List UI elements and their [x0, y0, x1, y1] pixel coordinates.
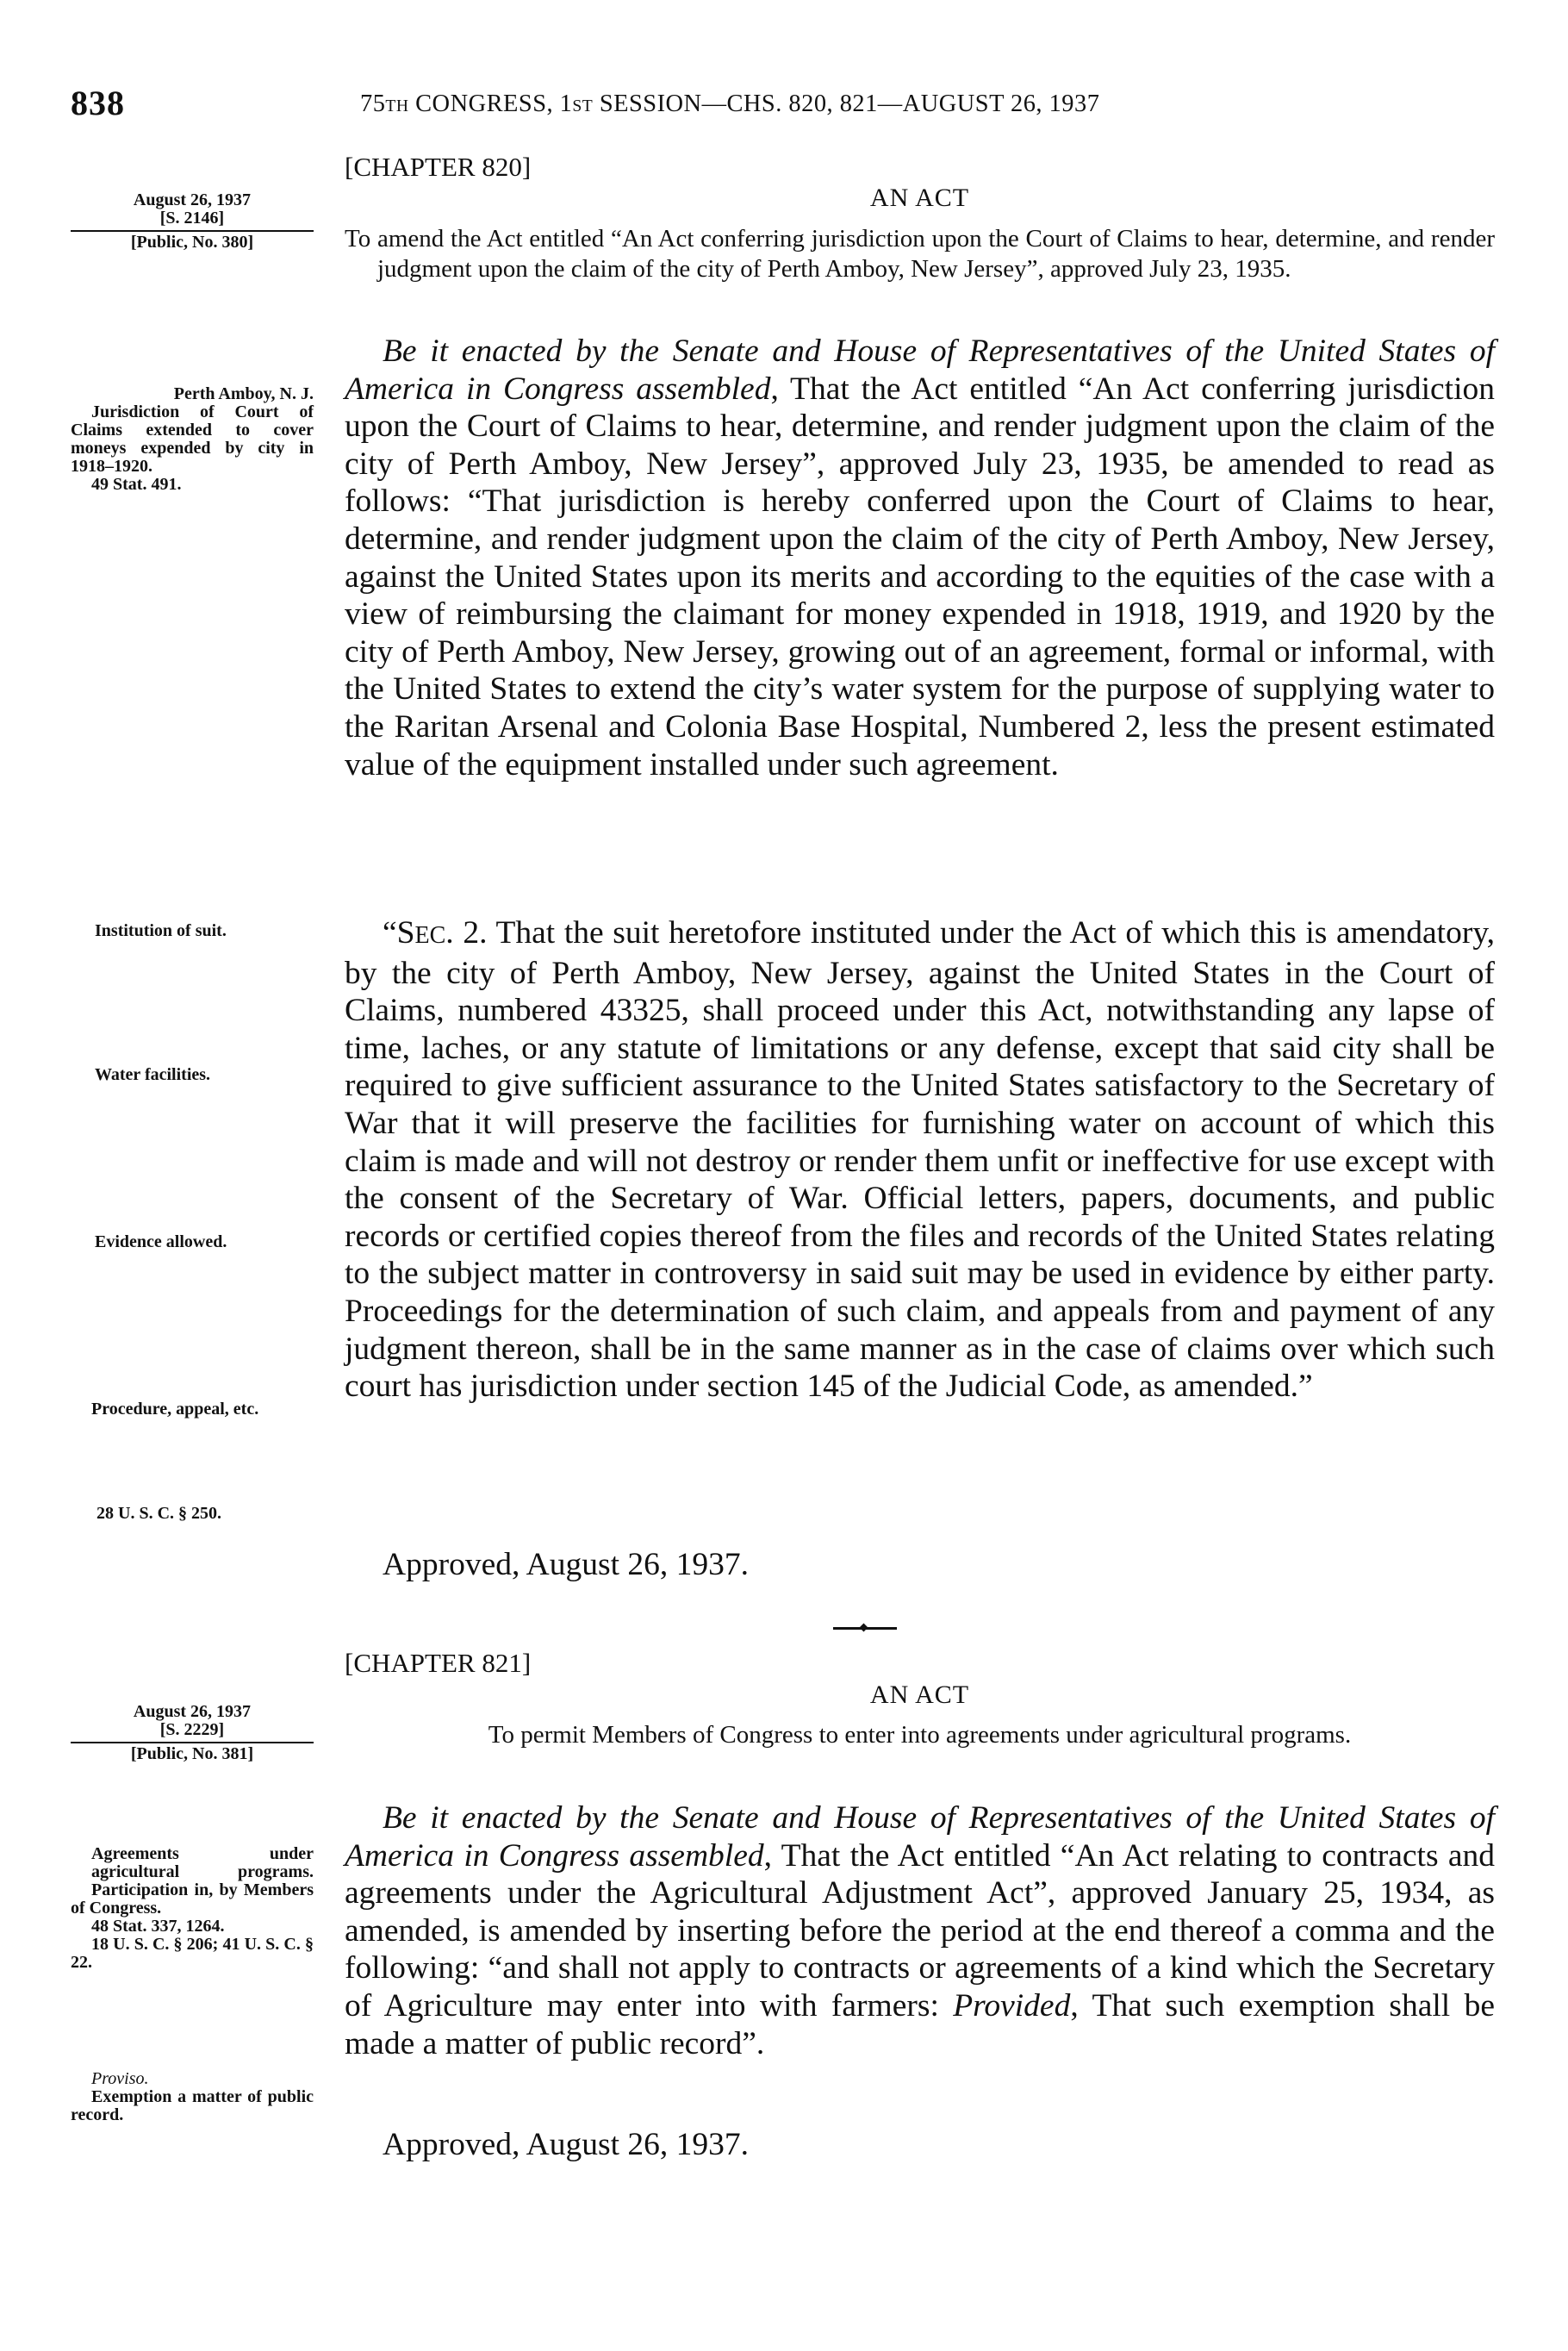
margin-note-proviso-label: Proviso.: [91, 2069, 149, 2088]
margin-note-perth-amboy: [71, 385, 314, 494]
chapter-820-label: [CHAPTER 820]: [345, 152, 532, 182]
chapter-821-title: To permit Members of Congress to enter into agreements under agricultural programs.: [488, 1721, 1352, 1749]
chapter-820-section-2-number: . 2.: [445, 915, 496, 951]
margin-note-institution-of-suit: Institution of suit.: [95, 921, 227, 940]
margin-note-agreements: [71, 1845, 314, 1972]
margin-note-perth-amboy-citation: 49 Stat. 491.: [91, 475, 182, 494]
running-head-congress-number: 75: [360, 90, 386, 117]
chapter-820-approved: Approved, August 26, 1937.: [383, 1547, 749, 1582]
margin-note-procedure: Procedure, appeal, etc.: [91, 1400, 259, 1419]
margin-note-agreements-heading: Agreements under agricultural programs.: [91, 1844, 314, 1881]
margin-note-ch821-rule: [71, 1742, 314, 1743]
margin-note-ch820-rule: [71, 230, 314, 232]
margin-note-ch821-header: [71, 1703, 314, 1763]
page-number: 838: [71, 84, 125, 122]
chapter-820-an-act-heading: AN ACT: [869, 184, 970, 212]
chapter-821-enacting-clause: Be it enacted by the Senate and House of Representatives of the United States of America in Congress assembled: [345, 1800, 1495, 1874]
margin-note-ch820-date: August 26, 1937: [133, 190, 252, 209]
chapter-820-section-1: [345, 333, 1495, 783]
running-head-ordinal-th: TH: [385, 97, 409, 115]
chapter-821-label: [CHAPTER 821]: [345, 1648, 532, 1678]
chapter-821-approved: Approved, August 26, 1937.: [383, 2127, 749, 2162]
margin-note-perth-amboy-heading: Perth Amboy, N. J.: [173, 384, 314, 403]
margin-note-evidence-allowed: Evidence allowed.: [95, 1232, 227, 1251]
margin-note-usc-citation-28: 28 U. S. C. § 250.: [96, 1504, 222, 1523]
chapter-820-section-2-open: “S: [383, 915, 415, 951]
chapter-821-text-part-2: , That such exemption shall be made a matter of public record”.: [345, 1987, 1496, 2061]
chapter-820-section-2: [345, 914, 1495, 1406]
margin-note-agreements-citation-usc: 18 U. S. C. § 206; 41 U. S. C. § 22.: [71, 1935, 314, 1972]
margin-note-ch821-public-law: [Public, No. 381]: [130, 1744, 254, 1763]
chapter-821-provided: Provided: [953, 1987, 1071, 2024]
chapter-820-section-1-text: , That the Act entitled “An Act conferring jurisdiction upon the Court of Claims to hear, determine, and render judgment upon the claim of the city of Perth Amboy, New Jersey”, approved July 23, 1935, be amended to read as follows: “That jurisdiction is hereby conferred upon the Court of Claims to hear, determine, and render judgment upon the claim of the city of Perth Amboy, New Jersey, against the United States upon its merits and according to the equities of the case with a view of reimbursing the claimant for money expended in 1918, 1919, and 1920 by the city of Perth Amboy, New Jersey, growing out of an agreement, formal or informal, with the United States to extend the city’s water system for the purpose of supplying water to the Raritan Arsenal and Colonia Base Hospital, Numbered 2, less the present estimated value of the equipment installed under such agreement.: [345, 371, 1496, 783]
running-head-ordinal-st: ST: [572, 97, 594, 115]
running-head-congress: CONGRESS, 1: [408, 90, 573, 117]
chapter-821-section-1: [345, 1799, 1495, 2062]
margin-note-proviso: [71, 2070, 314, 2124]
running-head-session: SESSION—CHS. 820, 821—AUGUST 26, 1937: [593, 90, 1100, 117]
margin-note-ch821-bill: [S. 2229]: [159, 1720, 225, 1739]
chapter-separator-rule: [833, 1627, 897, 1630]
margin-note-proviso-text: Exemption a matter of public record.: [71, 2087, 314, 2124]
chapter-821-text-part-1: , That the Act entitled “An Act relating to contracts and agreements under the Agricultural Adjustment Act”, approved January 25, 1934, as amended, is amended by inserting before the period at the end thereof a comma and the following: “and shall not apply to contracts or agreements of a kind which the Secretary of Agriculture may enter into with farmers:: [345, 1837, 1495, 2024]
chapter-820-section-2-text: That the suit heretofore instituted under the Act of which this is amendatory, by the city of Perth Amboy, New Jersey, against the United States in the Court of Claims, numbered 43325, shall proceed under this Act, notwithstanding any lapse of time, laches, or any statute of limitations or any defense, except that said city shall be required to give sufficient assurance to the United States satisfactory to the Secretary of War that it will preserve the facilities for furnishing water on account of which this claim is made and will not destroy or render them unfit or ineffective for use except with the consent of the Secretary of War. Official letters, papers, documents, and public records or certified copies thereof from the files and records of the United States relating to the subject matter in controversy in said suit may be used in evidence by either party. Proceedings for the determination of such claim, and appeals from and payment of any judgment thereon, shall be in the same manner as in the case of claims over which such court has jurisdiction under section 145 of the Judicial Code, as amended.”: [345, 915, 1496, 1405]
margin-note-ch820-header: [71, 191, 314, 252]
margin-note-ch820-bill: [S. 2146]: [159, 209, 225, 228]
margin-note-perth-amboy-text: Jurisdiction of Court of Claims extended to cover moneys expended by city in 1918–1920.: [71, 402, 314, 476]
chapter-820-section-2-ec: EC: [414, 922, 446, 949]
running-head: [360, 90, 1099, 118]
margin-note-agreements-citation-stat: 48 Stat. 337, 1264.: [91, 1917, 225, 1936]
margin-note-agreements-text: Participation in, by Members of Congress.: [71, 1880, 314, 1918]
margin-note-water-facilities: Water facilities.: [95, 1065, 211, 1084]
chapter-821-an-act-heading: AN ACT: [869, 1681, 970, 1709]
margin-note-ch820-public-law: [Public, No. 380]: [130, 233, 254, 252]
chapter-820-title: To amend the Act entitled “An Act conferring jurisdiction upon the Court of Claims to hear, determine, and render judgment upon the claim of the city of Perth Amboy, New Jersey”, approved July 23, 1935.: [345, 225, 1495, 283]
chapter-820-enacting-clause: Be it enacted by the Senate and House of Representatives of the United States of America in Congress assembled: [345, 334, 1495, 407]
margin-note-ch821-date: August 26, 1937: [133, 1702, 252, 1721]
